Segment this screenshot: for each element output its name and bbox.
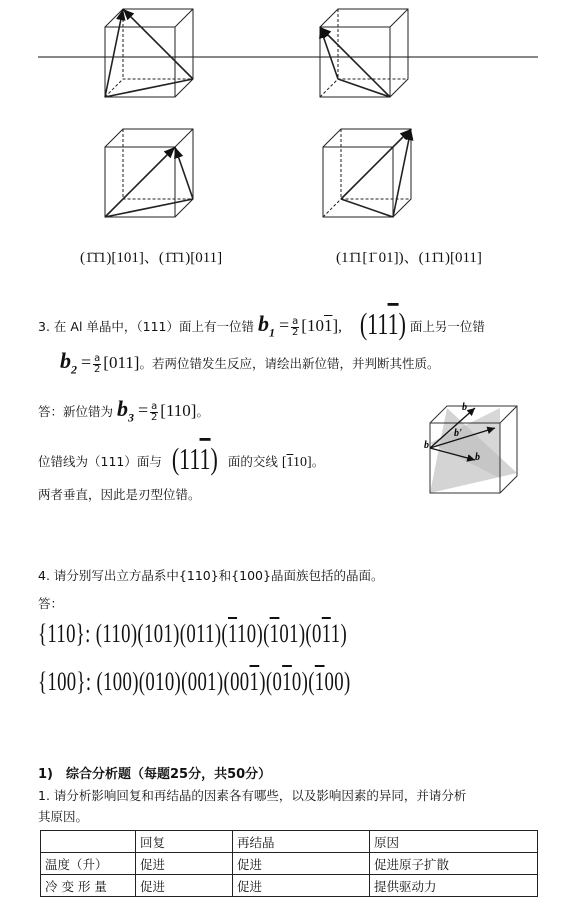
dislocation-cube-diagram <box>420 398 530 498</box>
cube-1 <box>105 9 193 97</box>
figure-label-right: (11̄1[1̄ 01])、(11̄1)[011] <box>336 250 482 266</box>
b2-vector: [011] <box>103 353 140 372</box>
table-cell: 促进 <box>233 875 370 897</box>
answer-prefix: 答：新位错为 <box>38 404 114 419</box>
fraction-a-2: $\frac{a}{2}$ <box>292 316 299 338</box>
q4-text: 请分别写出立方晶系中{110}和{100}晶面族包括的晶面。 <box>53 568 384 583</box>
q3-text-c: 。若两位错发生反应，请绘出新位错，并判断其性质。 <box>139 356 440 371</box>
table-row <box>41 875 538 897</box>
section-q1: 1. 请分析影响回复和再结晶的因素各有哪些，以及影响因素的异同，并请分析 <box>38 788 467 803</box>
section-q1-cont: 其原因。 <box>38 809 89 824</box>
b1-vector: [101] <box>301 316 339 335</box>
cube-3 <box>105 129 193 217</box>
table-header-cell: 回复 <box>136 831 233 853</box>
q3-text-a: 在 Al 单晶中，（111）面上有一位错 <box>53 319 255 334</box>
plane-11-1bar-2: (111) <box>171 440 218 476</box>
family-100: {100}: (100)(010)(001)(001)(010)(100) <box>38 667 351 696</box>
line2-b: 面的交线 <box>227 454 278 469</box>
fraction-a-2: $\frac{a}{2}$ <box>151 401 158 423</box>
fraction-a-2: $\frac{a}{2}$ <box>94 353 101 375</box>
b2-symbol: $b_2$ <box>60 348 77 377</box>
q3-line1: 3. 在 Al 单晶中，（111）面上有一位错 $b_1$ = $\frac{a}{2}$ [101], (111) 面上另一位错 <box>38 305 485 341</box>
table-cell: 促进 <box>233 853 370 875</box>
line2-a: 位错线为（111）面与 <box>38 454 162 469</box>
family-110: {110}: (110)(101)(011)(110)(101)(011) <box>38 619 348 648</box>
table-cell: 促进原子扩散 <box>370 853 538 875</box>
svg-text:b: b <box>475 452 480 463</box>
svg-text:b: b <box>462 402 467 413</box>
b3-symbol: $b_3$ <box>117 396 134 425</box>
q3-answer-line2: 位错线为（111）面与 (111) 面的交线 [110]。 <box>38 440 325 476</box>
figure-label-left: (1̄1̄1)[101]、(1̄1̄1)[011] <box>80 250 223 266</box>
table-cell: 促进 <box>136 875 233 897</box>
svg-text:b: b <box>424 440 429 451</box>
q4-number: 4. <box>38 568 50 583</box>
table-header-cell: 原因 <box>370 831 538 853</box>
q4-line <box>38 566 383 584</box>
table-cell: 冷 变 形 量 <box>41 875 136 897</box>
q3-line2: $b_2$ = $\frac{a}{2}$ [011]。若两位错发生反应，请绘出新位错，并判断其性质。 <box>60 348 440 377</box>
plane-11-1bar: (111) <box>359 305 406 341</box>
b1-symbol: $b_1$ <box>258 311 275 340</box>
table-cell: 温度（升） <box>41 853 136 875</box>
q3-answer: 答：新位错为 $b_3$ = $\frac{a}{2}$ [110]。 <box>38 396 209 425</box>
table-header-cell: 再结晶 <box>233 831 370 853</box>
section-heading: 1) 综合分析题（每题25分，共50分） <box>38 767 272 782</box>
q3-answer-line3: 两者垂直，因此是刃型位错。 <box>38 487 201 502</box>
table-header-row <box>41 831 538 853</box>
cube-4 <box>323 129 411 217</box>
svg-text:b': b' <box>454 428 462 439</box>
table-header-cell <box>41 831 136 853</box>
table-row <box>41 853 538 875</box>
q3-number: 3. <box>38 319 50 334</box>
b3-vector: [110] <box>160 401 197 420</box>
intersection-direction: [110] <box>281 455 312 470</box>
table-cell: 提供驱动力 <box>370 875 538 897</box>
table-cell: 促进 <box>136 853 233 875</box>
cube-2 <box>320 9 408 97</box>
factors-table <box>40 830 538 897</box>
cube-figures <box>0 0 573 230</box>
q3-text-b: 面上另一位错 <box>409 319 485 334</box>
q4-answer: 答： <box>38 596 64 611</box>
